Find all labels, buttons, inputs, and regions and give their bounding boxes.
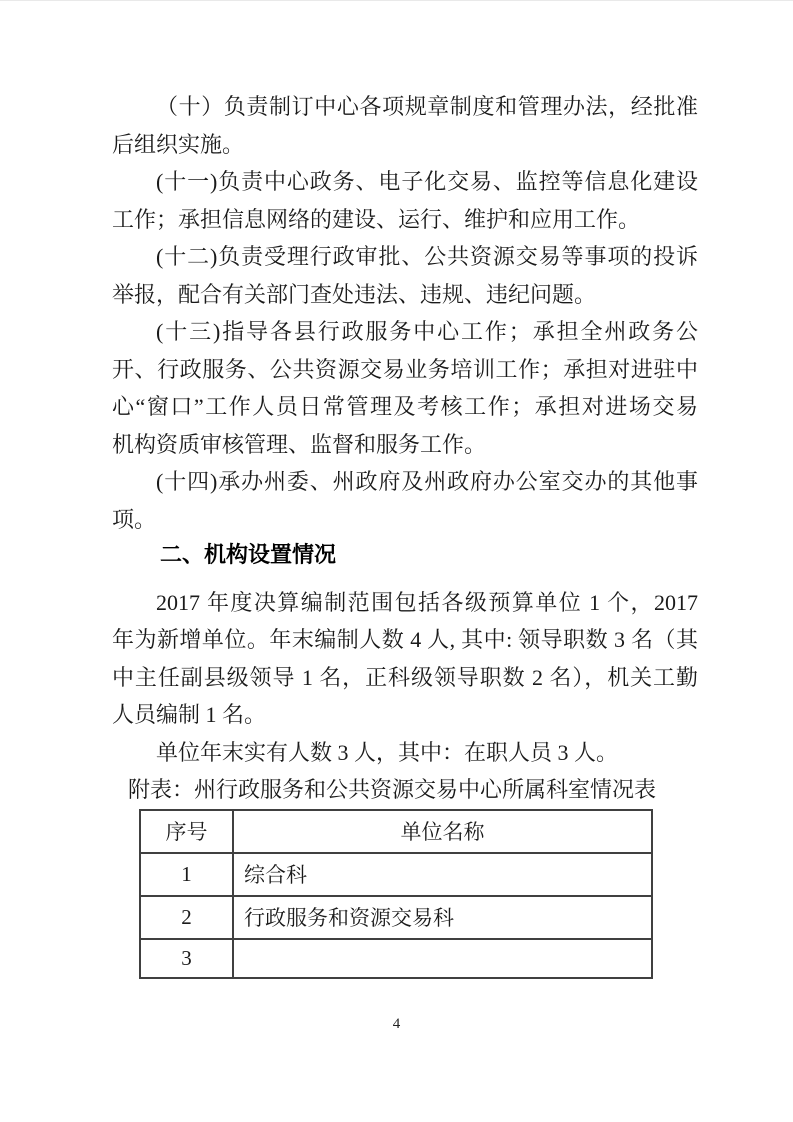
paragraph-line: 心“窗口”工作人员日常管理及考核工作；承担对进场交易 <box>112 394 698 419</box>
paragraph-line: 年为新增单位。年末编制人数 4 人, 其中: 领导职数 3 名（其 <box>112 627 698 652</box>
table-header-row <box>140 810 652 853</box>
row-index: 1 <box>140 853 233 896</box>
col-header-unit-name: 单位名称 <box>233 810 652 853</box>
page-number: 4 <box>392 1016 401 1032</box>
paragraph-line: 工作；承担信息网络的建设、运行、维护和应用工作。 <box>112 206 641 232</box>
paragraph-line: (十三)指导各县行政服务中心工作；承担全州政务公 <box>156 319 698 344</box>
paragraph-line: (十一)负责中心政务、电子化交易、监控等信息化建设 <box>156 169 698 194</box>
row-index: 2 <box>140 896 233 939</box>
paragraph-line: 项。 <box>112 506 157 532</box>
paragraph-line: (十四)承办州委、州政府及州政府办公室交办的其他事 <box>156 469 698 494</box>
paragraph-line: (十二)负责受理行政审批、公共资源交易等事项的投诉 <box>156 244 698 269</box>
paragraph-line: （十）负责制订中心各项规章制度和管理办法，经批准 <box>156 94 698 119</box>
unit-name <box>233 939 652 978</box>
unit-name: 行政服务和资源交易科 <box>233 896 652 939</box>
dept-table <box>139 809 653 979</box>
paragraph-line: 机构资质审核管理、监督和服务工作。 <box>112 431 487 457</box>
paragraph-line: 举报，配合有关部门查处违法、违规、违纪问题。 <box>112 281 597 307</box>
col-header-index: 序号 <box>140 810 233 853</box>
table-row <box>140 853 652 896</box>
paragraph-line: 单位年末实有人数 3 人，其中：在职人员 3 人。 <box>156 739 619 765</box>
table-caption: 附表：州行政服务和公共资源交易中心所属科室情况表 <box>128 777 657 802</box>
paragraph-line: 后组织实施。 <box>112 131 245 157</box>
section-heading: 二、机构设置情况 <box>160 542 337 567</box>
row-index: 3 <box>140 939 233 978</box>
paragraph-line: 人员编制 1 名。 <box>112 702 267 727</box>
table-row <box>140 896 652 939</box>
paragraph-line: 开、行政服务、公共资源交易业务培训工作；承担对进驻中 <box>112 356 698 382</box>
body-text <box>112 88 698 979</box>
paragraph-line: 中主任副县级领导 1 名，正科级领导职数 2 名），机关工勤 <box>112 664 698 690</box>
unit-name: 综合科 <box>233 853 652 896</box>
table-row <box>140 939 652 978</box>
paragraph-line: 2017 年度决算编制范围包括各级预算单位 1 个，2017 <box>156 589 698 615</box>
